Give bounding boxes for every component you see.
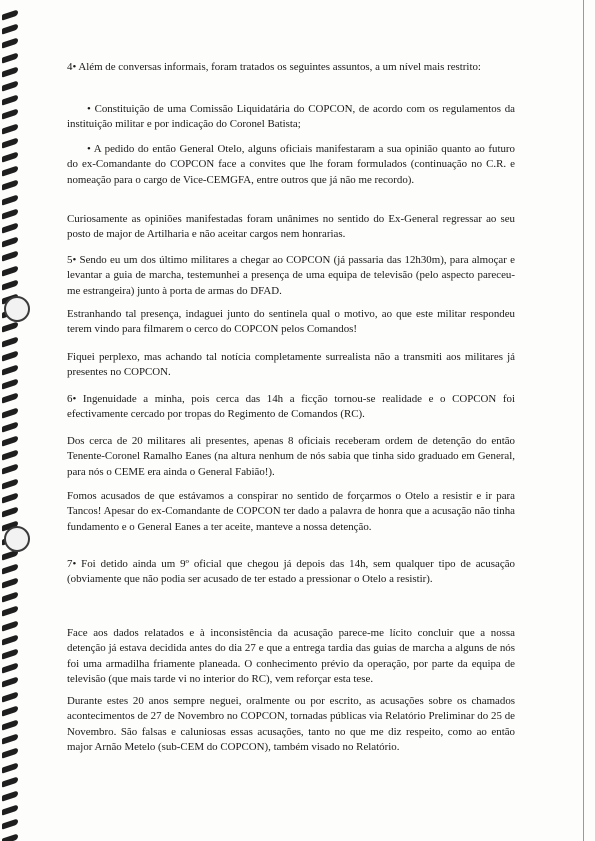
binding-ring bbox=[2, 719, 18, 730]
paragraph-face: Face aos dados relatados e à inconsistência da acusação parece-me lícito concluir que a nossa detenção já estava decidida antes do dia 27 e que a entrega tardia das guias de marcha a alguns de nós foi uma armadilha friamente planeada. O conhecimento prévio da operação, por parte da equipa de televisão (que mais tarde vi no interior do RC), vem reforçar esta tese. bbox=[67, 627, 515, 685]
binding-ring bbox=[2, 592, 18, 603]
binding-ring bbox=[2, 450, 18, 461]
binding-ring bbox=[2, 634, 18, 645]
binding-ring bbox=[2, 279, 18, 290]
binding-ring bbox=[2, 38, 18, 49]
binding-ring bbox=[2, 407, 18, 418]
paragraph-4: 4• Além de conversas informais, foram tratados os seguintes assuntos, a um nível mais restrito: bbox=[67, 61, 481, 73]
binding-ring bbox=[2, 393, 18, 404]
binding-ring bbox=[2, 762, 18, 773]
binding-ring bbox=[2, 123, 18, 134]
binding-ring bbox=[2, 222, 18, 233]
binding-ring bbox=[2, 421, 18, 432]
binding-ring bbox=[2, 805, 18, 816]
binding-ring bbox=[2, 151, 18, 162]
binding-ring bbox=[2, 208, 18, 219]
binding-ring bbox=[2, 379, 18, 390]
binding-ring bbox=[2, 80, 18, 91]
page-edge bbox=[583, 0, 584, 841]
binding-ring bbox=[2, 663, 18, 674]
punch-hole-icon bbox=[4, 526, 30, 552]
spiral-binding bbox=[0, 0, 24, 841]
binding-ring bbox=[2, 265, 18, 276]
binding-ring bbox=[2, 137, 18, 148]
binding-ring bbox=[2, 833, 18, 841]
binding-ring bbox=[2, 478, 18, 489]
binding-ring bbox=[2, 776, 18, 787]
binding-ring bbox=[2, 66, 18, 77]
binding-ring bbox=[2, 52, 18, 63]
binding-ring bbox=[2, 691, 18, 702]
binding-ring bbox=[2, 180, 18, 191]
binding-ring bbox=[2, 166, 18, 177]
binding-ring bbox=[2, 492, 18, 503]
punch-hole-icon bbox=[4, 296, 30, 322]
binding-ring bbox=[2, 648, 18, 659]
binding-ring bbox=[2, 563, 18, 574]
binding-ring bbox=[2, 237, 18, 248]
binding-ring bbox=[2, 819, 18, 830]
binding-ring bbox=[2, 109, 18, 120]
binding-ring bbox=[2, 336, 18, 347]
binding-ring bbox=[2, 677, 18, 688]
paragraph-fiquei: Fiquei perplexo, mas achando tal notícia completamente surrealista não a transmiti aos militares já presentes no COPCON. bbox=[67, 351, 515, 379]
binding-ring bbox=[2, 577, 18, 588]
paragraph-fomos: Fomos acusados de que estávamos a conspirar no sentido de forçarmos o Otelo a resistir e ir para Tancos! Apesar do ex-Comandante de COPCON ter dado a palavra de honra que a acusação não tinha fundamento e o General Eanes a ter aceite, manteve a nossa detenção. bbox=[67, 490, 515, 533]
binding-ring bbox=[2, 464, 18, 475]
paragraph-7: 7• Foi detido ainda um 9º oficial que chegou já depois das 14h, sem qualquer tipo de acusação (obviamente que não podia ser acusado de ter estado a pressionar o Otelo a resistir). bbox=[67, 558, 515, 586]
binding-ring bbox=[2, 748, 18, 759]
paragraph-durante: Durante estes 20 anos sempre neguei, oralmente ou por escrito, as acusações sobre os chamados acontecimentos de 27 de Novembro no COPCON, tornadas públicas via Relatório Preliminar do 25 de Novembro. São falsas e caluniosas essas acusações, tanto no que me diz respeito, como ao então major Arnão Metelo (sub-CEM do COPCON), também visado no Relatório. bbox=[67, 695, 515, 753]
paragraph-bullet-2: • A pedido do então General Otelo, alguns oficiais manifestaram a sua opinião quanto ao futuro do ex-Comandante do COPCON face a convites que lhe foram formulados (continuação no C.R. e nomeação para o cargo de Vice-CEMGFA, entre outros que já não me recordo). bbox=[67, 143, 515, 186]
paragraph-6: 6• Ingenuidade a minha, pois cerca das 14h a ficção tornou-se realidade e o COPCON foi efectivamente cercado por tropas do Regimento de Comandos (RC). bbox=[67, 393, 515, 421]
paragraph-bullet-1: • Constituição de uma Comissão Liquidatária do COPCON, de acordo com os regulamentos da instituição militar e por indicação do Coronel Batista; bbox=[67, 103, 515, 131]
binding-ring bbox=[2, 705, 18, 716]
paragraph-5: 5• Sendo eu um dos último militares a chegar ao COPCON (já passaria das 12h30m), para almoçar e levantar a guia de marcha, testemunhei a presença de uma equipa de televisão (pelo aspecto pareceu-me estrangeira) junto à porta de armas do DFAD. bbox=[67, 254, 515, 297]
binding-ring bbox=[2, 364, 18, 375]
binding-ring bbox=[2, 620, 18, 631]
paragraph-curiosamente: Curiosamente as opiniões manifestadas foram unânimes no sentido do Ex-General regressar ao seu posto de major de Artilharia e não aceitar cargos nem honrarias. bbox=[67, 213, 515, 241]
binding-ring bbox=[2, 734, 18, 745]
binding-ring bbox=[2, 251, 18, 262]
binding-ring bbox=[2, 9, 18, 20]
binding-ring bbox=[2, 24, 18, 35]
binding-ring bbox=[2, 606, 18, 617]
binding-ring bbox=[2, 435, 18, 446]
binding-ring bbox=[2, 322, 18, 333]
paragraph-dos-cerca: Dos cerca de 20 militares ali presentes, apenas 8 oficiais receberam ordem de detenção do então Tenente-Coronel Ramalho Eanes (na altura nenhum de nós sabia que tinha sido graduado em General, para nós o CEME era ainda o General Fabião!). bbox=[67, 435, 515, 478]
binding-ring bbox=[2, 506, 18, 517]
binding-ring bbox=[2, 95, 18, 106]
binding-ring bbox=[2, 790, 18, 801]
binding-ring bbox=[2, 350, 18, 361]
paragraph-estranhando: Estranhando tal presença, indaguei junto do sentinela qual o motivo, ao que este militar respondeu terem vindo para filmarem o cerco do COPCON pelos Comandos! bbox=[67, 308, 515, 336]
binding-ring bbox=[2, 194, 18, 205]
